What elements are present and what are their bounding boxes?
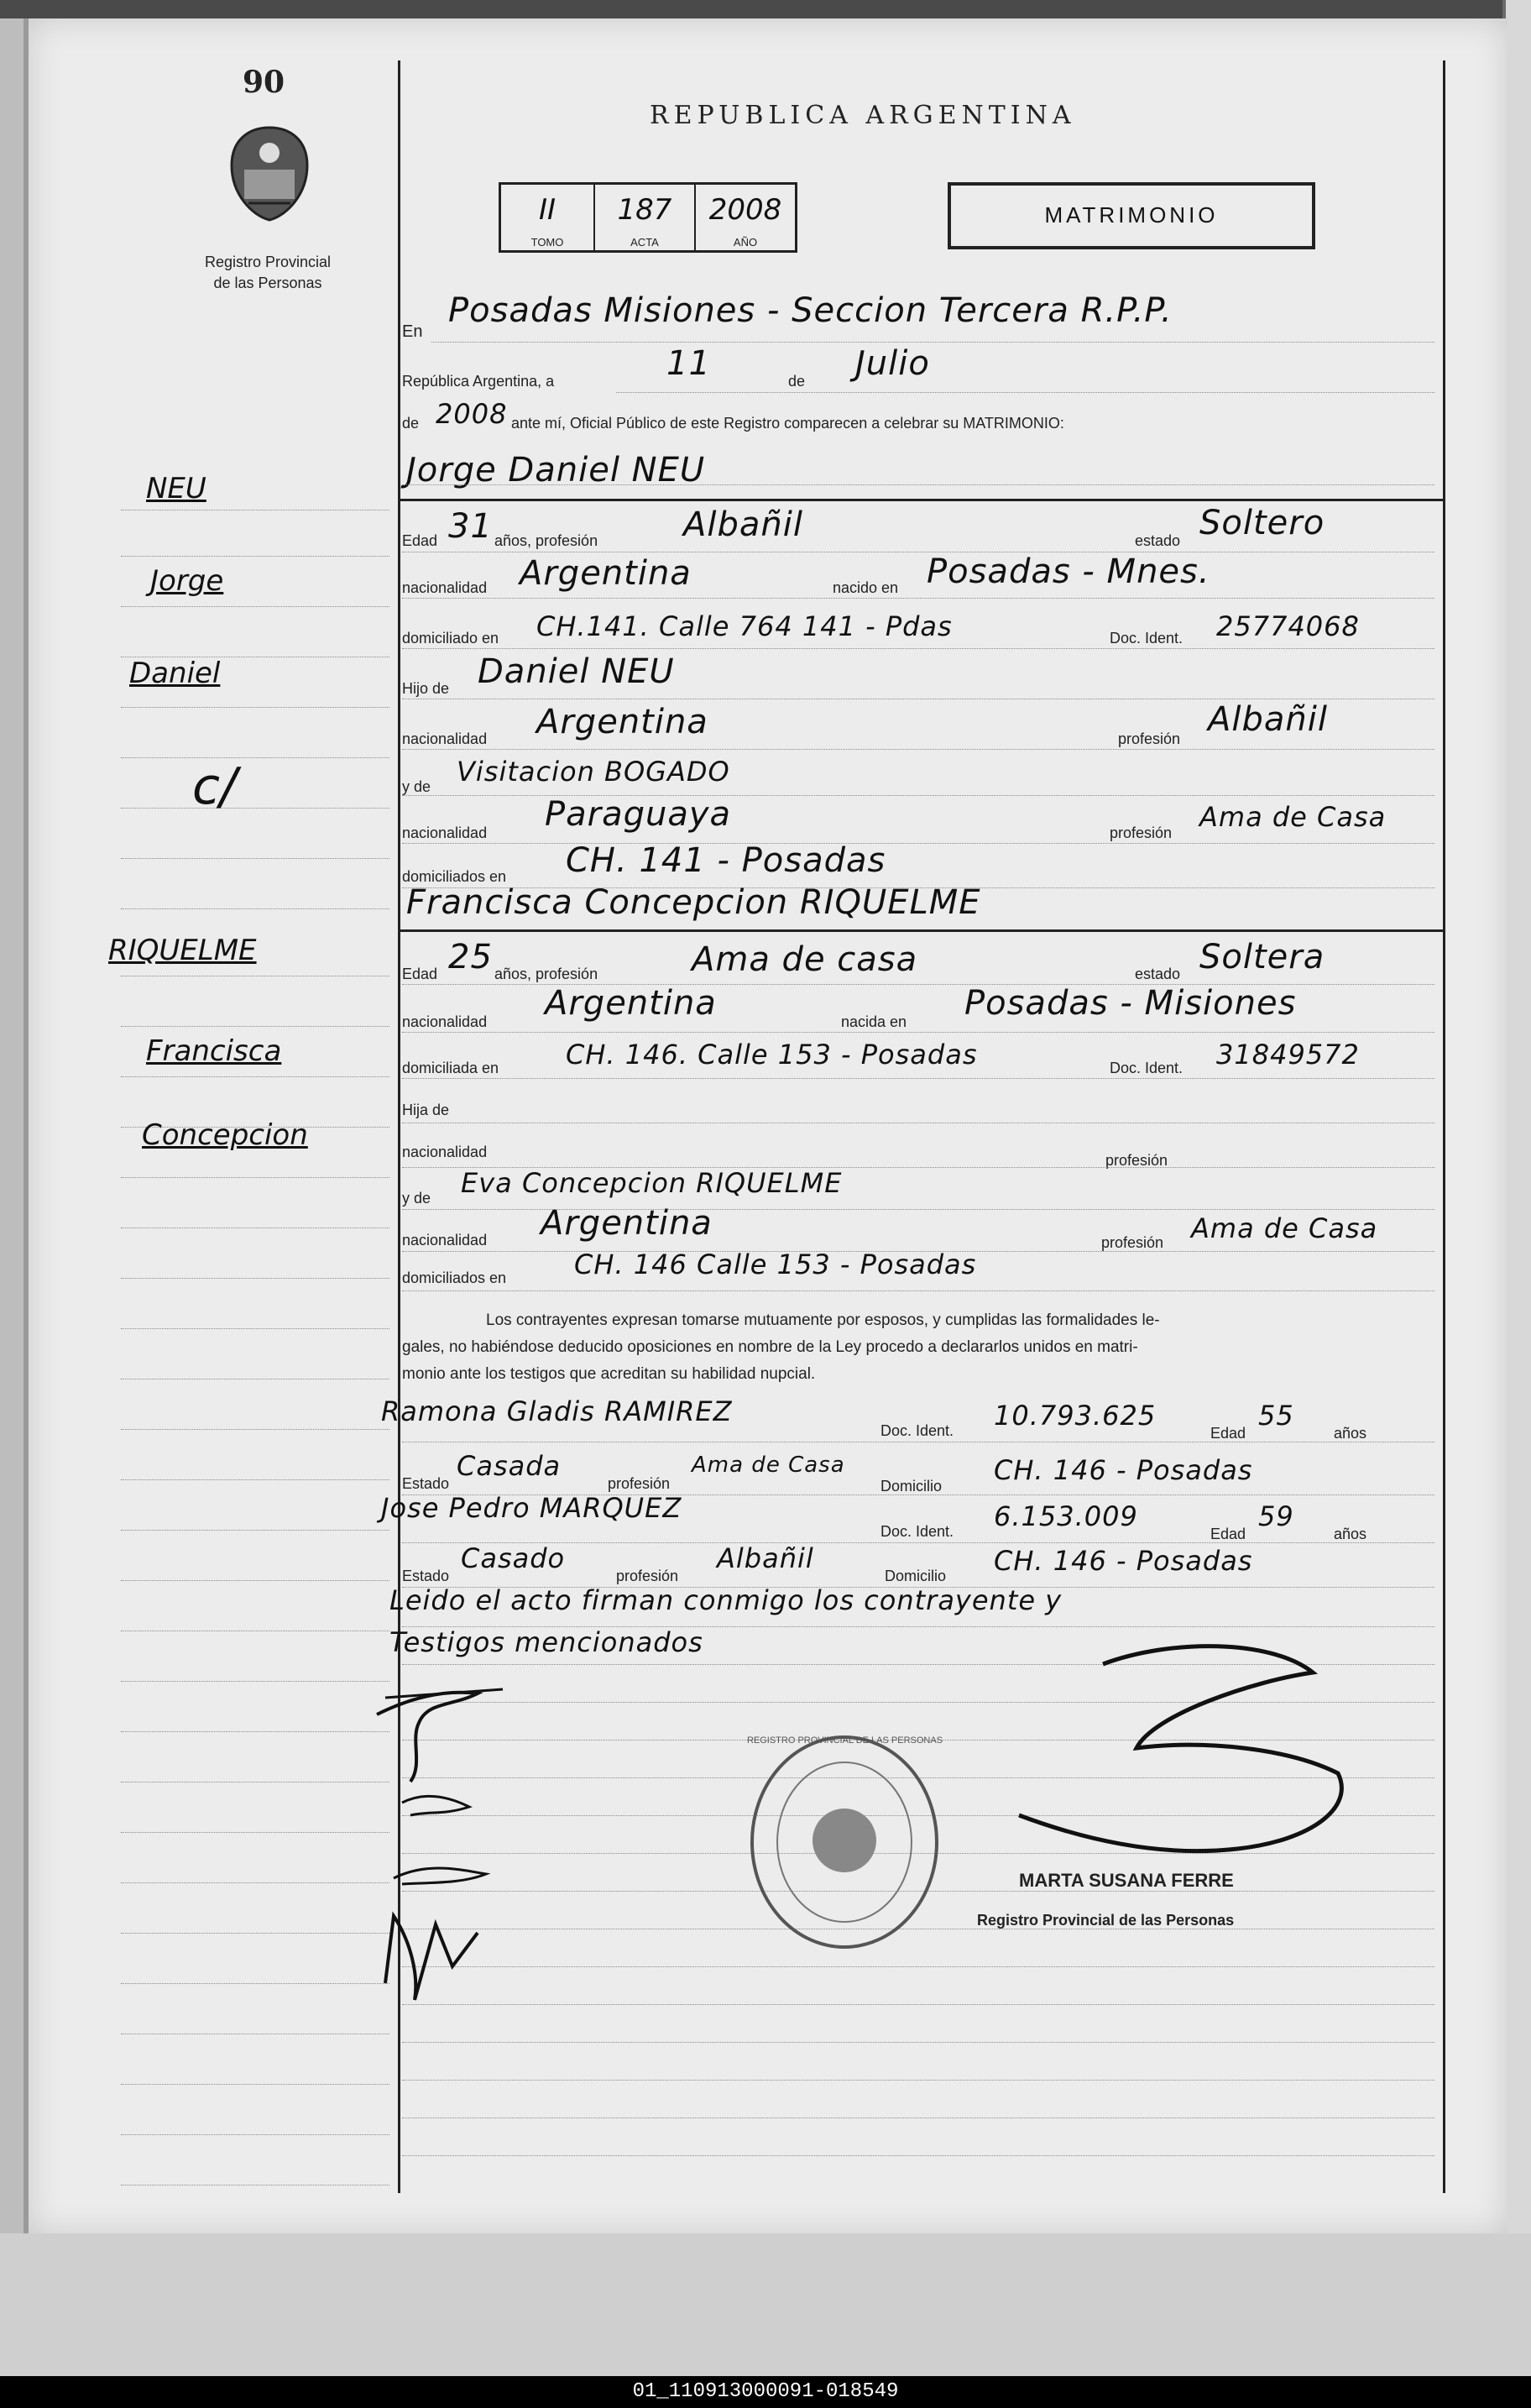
ano-label: AÑO <box>733 236 758 249</box>
bride-estado-label: estado <box>1135 966 1181 982</box>
country-title: REPUBLICA ARGENTINA <box>650 101 1076 130</box>
bride-mother: Eva Concepcion RIQUELME <box>461 1167 843 1199</box>
groom-nacionalidad-label: nacionalidad <box>402 579 488 596</box>
bride-domiciliada-label: domiciliada en <box>402 1060 499 1076</box>
groom-mother-nacionalidad-label: nacionalidad <box>402 824 488 841</box>
groom-y-de-label: y de <box>402 778 431 795</box>
witness-2-age: 59 <box>1258 1500 1294 1532</box>
groom-mother-profesion-label: profesión <box>1110 824 1173 841</box>
groom-father-nacionalidad-label: nacionalidad <box>402 730 488 747</box>
year-handwritten: 2008 <box>436 398 508 430</box>
bride-mother-profession: Ama de Casa <box>1191 1212 1378 1244</box>
groom-hijo-label: Hijo de <box>402 680 450 697</box>
bride-doc: 31849572 <box>1216 1039 1360 1071</box>
margin-name-jorge: Jorge <box>150 564 224 598</box>
groom-father-nationality: Argentina <box>536 703 708 741</box>
registry-name-line2: de las Personas <box>213 275 322 291</box>
groom-doc-label: Doc. Ident. <box>1110 630 1184 646</box>
groom-section-divider <box>398 499 1445 501</box>
bride-full-name: Francisca Concepcion RIQUELME <box>406 883 981 922</box>
groom-father: Daniel NEU <box>478 652 675 691</box>
groom-domiciliado-label: domiciliado en <box>402 630 499 646</box>
witness-1-domicilio-label: Domicilio <box>880 1478 943 1495</box>
bride-nacionalidad-label: nacionalidad <box>402 1013 488 1030</box>
groom-doc: 25774068 <box>1216 610 1360 642</box>
bride-mother-nacionalidad-label: nacionalidad <box>402 1232 488 1248</box>
declaration-text <box>402 1307 1434 1388</box>
tomo-value: II <box>538 193 556 227</box>
bride-father-profesion-label: profesión <box>1105 1152 1168 1169</box>
registry-name-line1: Registro Provincial <box>204 254 332 270</box>
place-handwritten: Posadas Misiones - Seccion Tercera R.P.P. <box>448 291 1173 330</box>
right-border <box>1443 60 1445 2193</box>
groom-address: CH.141. Calle 764 141 - Pdas <box>536 610 953 642</box>
witness-1-doc: 10.793.625 <box>994 1400 1157 1432</box>
witness-1-edad-label: Edad <box>1210 1425 1246 1442</box>
acta-value: 187 <box>617 193 672 227</box>
bride-mother-profesion-label: profesión <box>1101 1234 1164 1251</box>
margin-name-francisca: Francisca <box>146 1034 282 1068</box>
bride-parents-address: CH. 146 Calle 153 - Posadas <box>574 1248 977 1280</box>
declaration-line-3: monio ante los testigos que acreditan su habilidad nupcial. <box>402 1365 816 1383</box>
bride-nationality: Argentina <box>545 984 717 1023</box>
record-type-box: MATRIMONIO <box>948 182 1315 249</box>
de-year-label: de <box>402 415 420 432</box>
acta-label: ACTA <box>630 236 659 249</box>
bride-edad-label: Edad <box>402 966 438 982</box>
witness-2-anos-label: años <box>1334 1526 1367 1542</box>
witness-2-profession: Albañil <box>717 1542 814 1574</box>
coat-of-arms-icon <box>223 123 316 224</box>
intro-text: ante mí, Oficial Público de este Registro comparecen a celebrar su MATRIMONIO: <box>511 415 1064 432</box>
margin-name-concepcion: Concepcion <box>142 1118 308 1152</box>
groom-nationality: Argentina <box>520 554 692 593</box>
official-seal <box>746 1731 943 1954</box>
de-label: de <box>788 373 806 390</box>
bride-nacida-label: nacida en <box>841 1013 907 1030</box>
groom-birthplace: Posadas - Mnes. <box>927 552 1210 591</box>
witness-2-doc: 6.153.009 <box>994 1500 1138 1532</box>
ano-value: 2008 <box>708 193 782 227</box>
tomo-label: TOMO <box>530 236 564 249</box>
acta-cell <box>595 185 696 250</box>
witness-1-address: CH. 146 - Posadas <box>994 1454 1253 1486</box>
en-label: En <box>402 322 423 341</box>
witness-2-domicilio-label: Domicilio <box>885 1568 947 1584</box>
witness-2-name: Jose Pedro MARQUEZ <box>381 1492 682 1524</box>
groom-anos-label: años, profesión <box>494 532 598 549</box>
witness-2-estado-label: Estado <box>402 1568 450 1584</box>
ano-cell <box>696 185 795 250</box>
groom-parents-address: CH. 141 - Posadas <box>566 841 886 880</box>
page-number: 90 <box>243 65 285 100</box>
groom-full-name: Jorge Daniel NEU <box>406 451 706 489</box>
witness-2-doc-label: Doc. Ident. <box>880 1523 954 1540</box>
bride-profession: Ama de casa <box>692 940 918 979</box>
party-signatures <box>360 1664 578 2067</box>
republica-label: República Argentina, a <box>402 373 555 390</box>
witness-1-age: 55 <box>1258 1400 1294 1432</box>
groom-estado-label: estado <box>1135 532 1181 549</box>
bride-section-divider <box>398 929 1445 932</box>
official-role: Registro Provincial de las Personas <box>977 1912 1235 1929</box>
witness-1-doc-label: Doc. Ident. <box>880 1422 954 1439</box>
margin-con: c/ <box>192 757 238 816</box>
bride-anos-label: años, profesión <box>494 966 598 982</box>
groom-domiciliados-label: domiciliados en <box>402 868 507 885</box>
declaration-line-2: gales, no habiéndose deducido oposiciones en nombre de la Ley procedo a declararlos unidos en matri- <box>402 1338 1138 1356</box>
bride-hija-label: Hija de <box>402 1102 450 1118</box>
bride-birthplace: Posadas - Misiones <box>964 984 1297 1023</box>
groom-status: Soltero <box>1199 504 1325 542</box>
witness-1-anos-label: años <box>1334 1425 1367 1442</box>
bride-domiciliados-label: domiciliados en <box>402 1269 507 1286</box>
groom-mother-profession: Ama de Casa <box>1199 801 1387 833</box>
declaration-line-1: Los contrayentes expresan tomarse mutuamente por esposos, y cumplidas las formalidades le- <box>486 1311 1160 1329</box>
bride-doc-label: Doc. Ident. <box>1110 1060 1184 1076</box>
margin-surname-groom: NEU <box>146 472 206 505</box>
bride-y-de-label: y de <box>402 1190 431 1207</box>
groom-age: 31 <box>448 507 493 546</box>
groom-father-profesion-label: profesión <box>1118 730 1181 747</box>
groom-nacido-label: nacido en <box>833 579 899 596</box>
seal-text: REGISTRO PROVINCIAL DE LAS PERSONAS <box>746 1735 943 1746</box>
tomo-cell <box>501 185 595 250</box>
groom-mother-nationality: Paraguaya <box>545 795 732 834</box>
groom-father-profession: Albañil <box>1208 700 1328 739</box>
day-handwritten: 11 <box>666 344 711 383</box>
witness-2-address: CH. 146 - Posadas <box>994 1545 1253 1577</box>
groom-profession: Albañil <box>683 505 803 544</box>
bride-age: 25 <box>448 938 493 976</box>
document-page <box>24 18 1507 2235</box>
margin-name-daniel: Daniel <box>129 657 221 690</box>
bride-mother-nationality: Argentina <box>541 1204 713 1243</box>
witness-2-profesion-label: profesión <box>616 1568 679 1584</box>
witness-1-status: Casada <box>457 1450 562 1482</box>
witness-2-edad-label: Edad <box>1210 1526 1246 1542</box>
bride-status: Soltera <box>1199 938 1325 976</box>
witness-1-estado-label: Estado <box>402 1475 450 1492</box>
scan-background <box>0 2233 1531 2376</box>
month-handwritten: Julio <box>855 344 930 383</box>
file-id-footer: 01_110913000091-018549 <box>0 2376 1531 2408</box>
margin-surname-bride: RIQUELME <box>108 934 257 967</box>
scan-top-edge <box>0 0 1531 18</box>
bride-address: CH. 146. Calle 153 - Posadas <box>566 1039 978 1071</box>
closing-line-1: Leido el acto firman conmigo los contrayente y <box>389 1584 1063 1616</box>
groom-edad-label: Edad <box>402 532 438 549</box>
closing-line-2: Testigos mencionados <box>389 1626 703 1658</box>
witness-2-status: Casado <box>461 1542 566 1574</box>
registration-box <box>499 182 797 253</box>
bride-father-nacionalidad-label: nacionalidad <box>402 1144 488 1160</box>
official-name: MARTA SUSANA FERRE <box>1019 1870 1234 1891</box>
witness-1-name: Ramona Gladis RAMIREZ <box>381 1395 733 1427</box>
witness-1-profession: Ama de Casa <box>692 1453 845 1478</box>
groom-mother: Visitacion BOGADO <box>457 756 730 788</box>
witness-1-profesion-label: profesión <box>608 1475 671 1492</box>
